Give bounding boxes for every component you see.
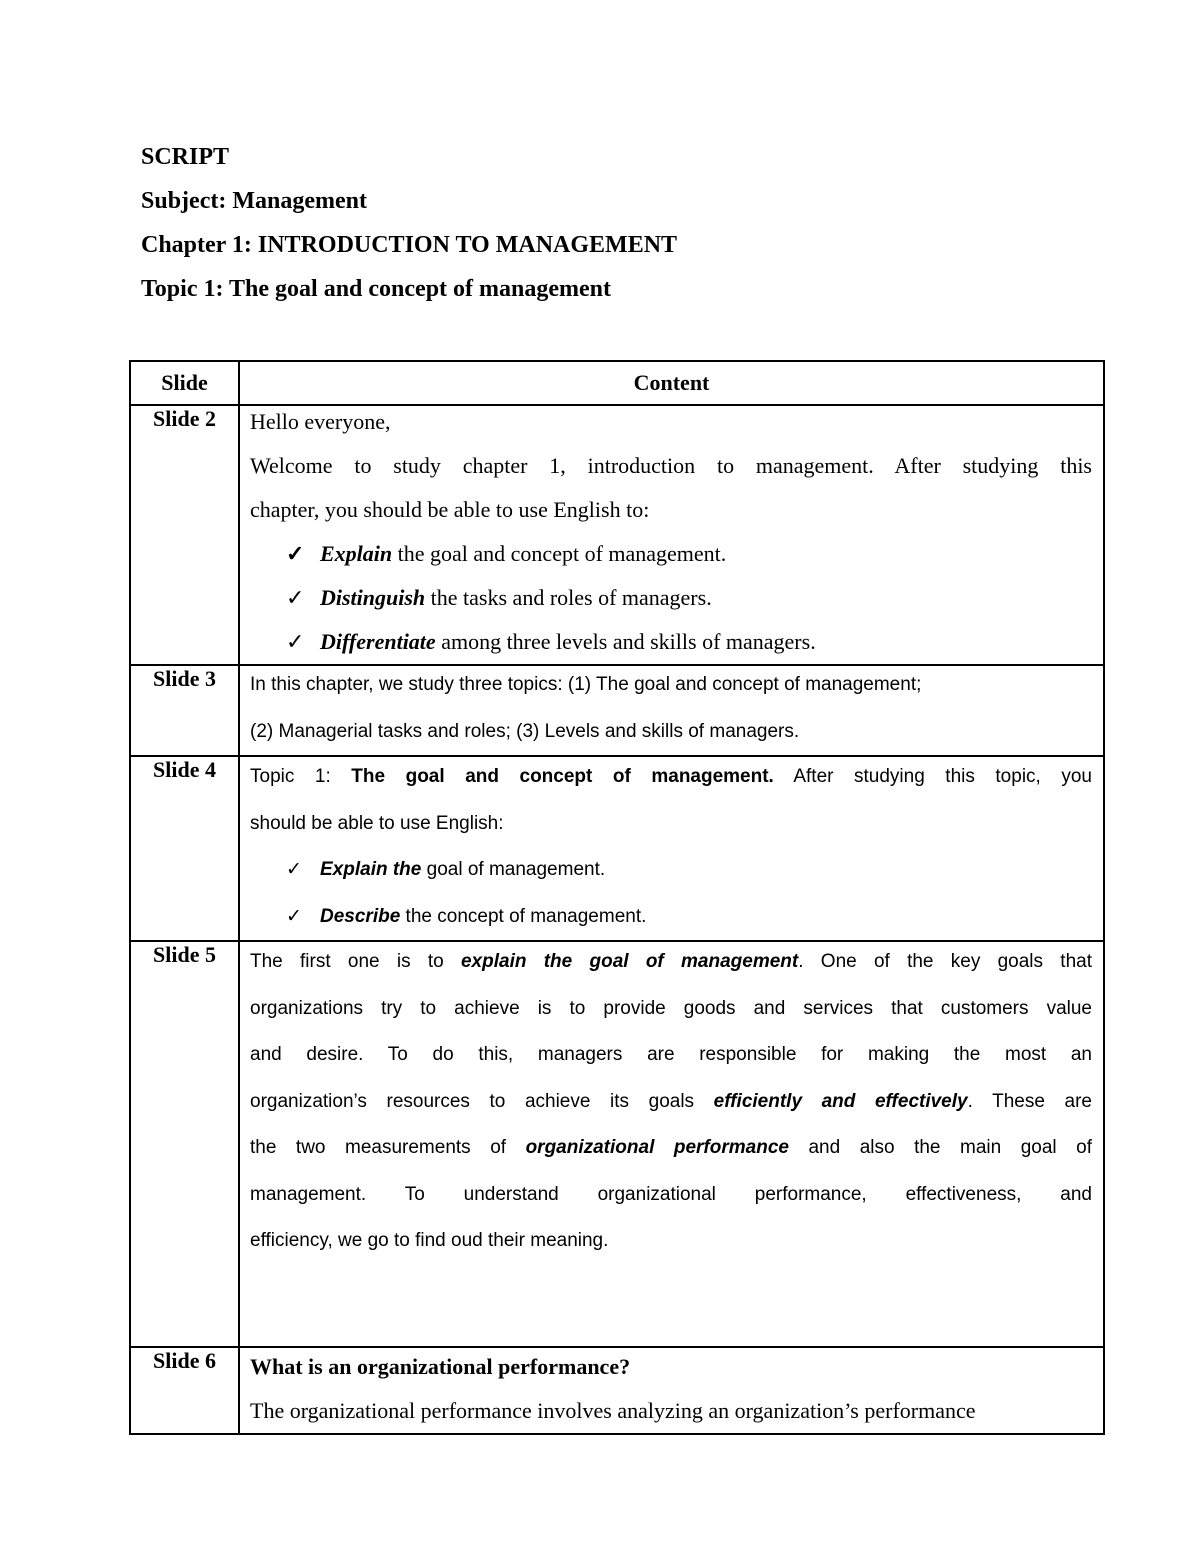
content-text: . These are [967, 1090, 1092, 1112]
content-line: In this chapter, we study three topics: (1) The goal and concept of management; [250, 674, 922, 695]
slide-label: Slide 6 [130, 1347, 239, 1434]
content-line: management. To understand organizational performance, effectiveness, and [250, 1183, 1092, 1205]
chapter-line: Chapter 1: INTRODUCTION TO MANAGEMENT [141, 232, 678, 258]
list-item-verb: Describe [320, 905, 401, 927]
content-line: The organizational performance involves analyzing an organization’s performance [250, 1398, 976, 1423]
emphasis-text: efficiently and effectively [713, 1090, 968, 1112]
slide-content [239, 405, 1104, 665]
emphasis-text: explain the goal of management [460, 951, 799, 972]
subject-line: Subject: Management [141, 188, 367, 214]
checkmark-icon: ✓ [286, 585, 305, 610]
greeting: Hello everyone, [250, 409, 391, 434]
list-item [250, 620, 1092, 664]
table-row-slide-4 [130, 756, 1104, 941]
emphasis-text: organizational performance [525, 1137, 789, 1158]
list-item-verb: Distinguish [320, 585, 426, 610]
list-item-text: goal of management. [421, 859, 606, 880]
content-line: (2) Managerial tasks and roles; (3) Levels and skills of managers. [250, 720, 800, 742]
content-text: the two measurements of [250, 1137, 526, 1158]
intro-line-2: chapter, you should be able to use English to: [250, 497, 650, 522]
slide-content [239, 941, 1104, 1347]
table-header-row [130, 361, 1104, 405]
checkmark-icon: ✓ [286, 629, 305, 654]
content-heading: What is an organizational performance? [250, 1354, 631, 1379]
slide-label: Slide 4 [130, 756, 239, 941]
slide-content [239, 756, 1104, 941]
list-item-text: the tasks and roles of managers. [425, 585, 712, 610]
slide-label: Slide 5 [130, 941, 239, 1347]
content-text: . One of the key goals that [798, 951, 1092, 972]
list-item-text: among three levels and skills of managers. [435, 629, 816, 654]
content-text: After studying this topic, you [773, 766, 1092, 787]
list-item [250, 576, 1092, 620]
content-line: organizations try to achieve is to provide goods and services that customers value [250, 997, 1092, 1019]
list-item [250, 847, 1092, 894]
list-item-verb: Explain [320, 541, 393, 566]
content-line: and desire. To do this, managers are responsible for making the most an [250, 1044, 1092, 1065]
content-text: The first one is to [250, 951, 461, 972]
content-line [250, 754, 1092, 801]
script-table [129, 360, 1105, 1435]
list-item [250, 894, 1092, 941]
table-row-slide-2 [130, 405, 1104, 665]
content-line: should be able to use English: [250, 812, 504, 834]
slide-label: Slide 3 [130, 665, 239, 756]
content-line [250, 1125, 1092, 1172]
list-item-text: the concept of management. [400, 905, 647, 927]
checkmark-icon: ✓ [286, 541, 305, 566]
table-row-slide-5 [130, 941, 1104, 1347]
list-item [250, 532, 1092, 576]
slide-content [239, 665, 1104, 756]
content-text: and also the main goal of [788, 1137, 1092, 1158]
slide-label: Slide 2 [130, 405, 239, 665]
checkmark-icon: ✓ [286, 905, 302, 927]
content-line: efficiency, we go to find oud their meaning. [250, 1230, 609, 1251]
checkmark-icon: ✓ [286, 859, 302, 880]
slide-content [239, 1347, 1104, 1434]
list-item-verb: Explain the [320, 859, 422, 880]
list-item-text: the goal and concept of management. [392, 541, 727, 566]
list-item-verb: Differentiate [320, 629, 436, 654]
topic-prefix: Topic 1: [250, 766, 352, 787]
content-line [250, 1079, 1092, 1126]
document-title: SCRIPT [141, 144, 230, 170]
content-text: organization’s resources to achieve its goals [250, 1090, 714, 1112]
topic-line: Topic 1: The goal and concept of management [141, 276, 612, 302]
content-line [250, 939, 1092, 986]
table-row-slide-3 [130, 665, 1104, 756]
intro-line-1: Welcome to study chapter 1, introduction to management. After studying this [250, 453, 1092, 478]
column-header-slide: Slide [130, 361, 239, 405]
column-header-content: Content [239, 361, 1104, 405]
table-row-slide-6 [130, 1347, 1104, 1434]
topic-name: The goal and concept of management. [351, 766, 774, 787]
